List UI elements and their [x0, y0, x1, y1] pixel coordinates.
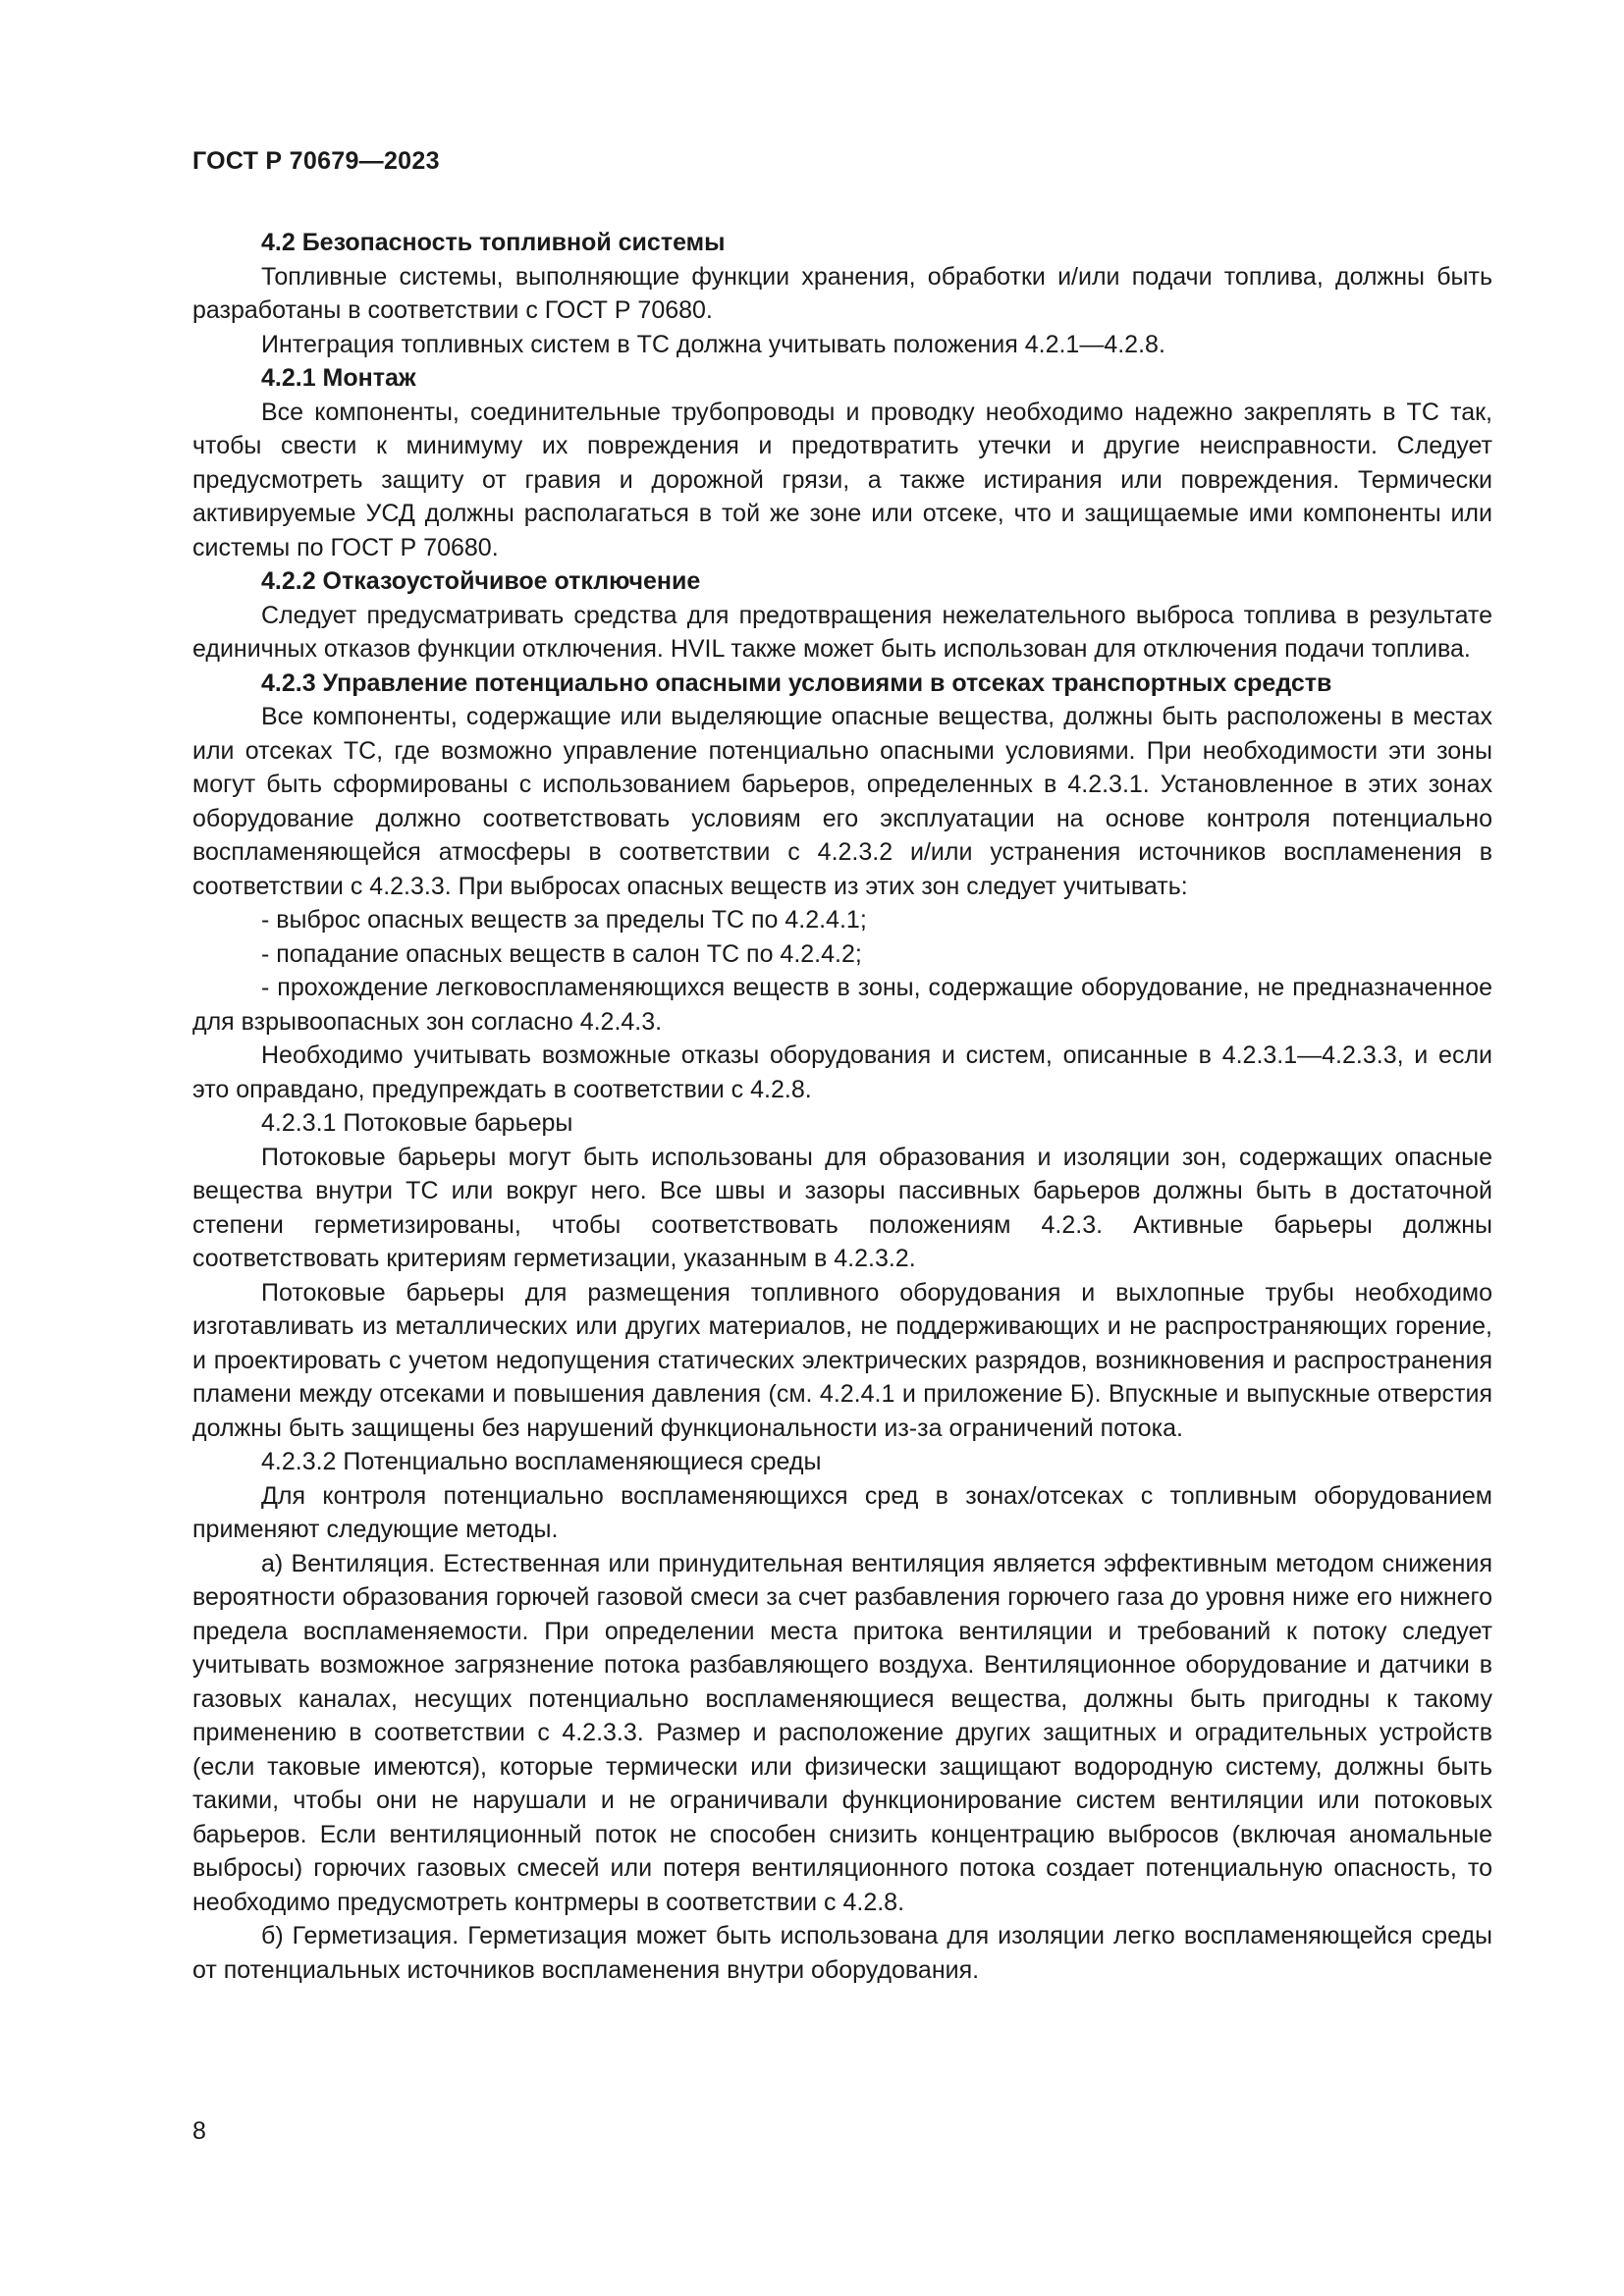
list-item: - попадание опасных веществ в салон ТС по 4.2.4.2; — [261, 939, 862, 968]
list-item: а) Вентиляция. Естественная или принудительная вентиляция является эффективным методом снижения вероятности образования горючей газовой смеси за счет разбавления горючего газа до уровня ниже его нижнего предела воспламеняемости. При определении места притока вентиляции и требований к потоку следует учитывать возможное загрязнение потока разбавляющего воздуха. Вентиляционное оборудование и датчики в газовых каналах, несущих потенциально воспламеняющиеся вещества, должны быть пригодны к такому применению в соответствии с 4.2.3.3. Размер и расположение других защитных и оградительных устройств (если таковые имеются), которые термически или физически защищают водородную систему, должны быть такими, чтобы они не нарушали и не ограничивали функционирование систем вентиляции или потоковых барьеров. Если вентиляционный поток не способен снизить концентрацию выбросов (включая аномальные выбросы) горючих газовых смесей или потеря вентиляционного потока создает потенциальную опасность, то необходимо предусмотреть контрмеры в соответствии с 4.2.8. — [192, 1549, 1492, 1916]
subsection-heading: 4.2.2 Отказоустойчивое отключение — [261, 567, 701, 595]
page-number: 8 — [192, 2117, 206, 2145]
list-item: б) Герметизация. Герметизация может быть использована для изоляции легко воспламеняющейся среды от потенциальных источников воспламенения внутри оборудования. — [192, 1922, 1492, 1984]
paragraph: Следует предусматривать средства для предотвращения нежелательного выброса топлива в результате единичных отказов функции отключения. HVIL также может быть использован для отключения подачи топлива. — [192, 601, 1492, 663]
document-number: ГОСТ Р 70679—2023 — [192, 147, 440, 175]
paragraph: Потоковые барьеры могут быть использованы для образования и изоляции зон, содержащих опасные вещества внутри ТС или вокруг него. Все швы и зазоры пассивных барьеров должны быть в достаточной степени герметизированы, чтобы соответствовать положениям 4.2.3. Активные барьеры должны соответствовать критериям герметизации, указанным в 4.2.3.2. — [192, 1143, 1492, 1272]
paragraph: Потоковые барьеры для размещения топливного оборудования и выхлопные трубы необходимо изготавливать из металлических или других материалов, не поддерживающих и не распространяющих горение, и проектировать с учетом недопущения статических электрических разрядов, возникновения и распространения пламени между отсеками и повышения давления (см. 4.2.4.1 и приложение Б). Впускные и выпускные отверстия должны быть защищены без нарушений функциональности из-за ограничений потока. — [192, 1278, 1492, 1442]
subsection-heading: 4.2.3 Управление потенциально опасными условиями в отсеках транспортных средств — [261, 668, 1332, 697]
subsection-heading: 4.2.1 Монтаж — [261, 364, 416, 392]
paragraph: Все компоненты, содержащие или выделяющие опасные вещества, должны быть расположены в местах или отсеках ТС, где возможно управление потенциально опасными условиями. При необходимости эти зоны могут быть сформированы с использованием барьеров, определенных в 4.2.3.1. Установленное в этих зонах оборудование должно соответствовать условиям его эксплуатации на основе контроля потенциально воспламеняющейся атмосферы в соответствии с 4.2.3.2 и/или устранения источников воспламенения в соответствии с 4.2.3.3. При выбросах опасных веществ из этих зон следует учитывать: — [192, 703, 1492, 900]
paragraph: Необходимо учитывать возможные отказы оборудования и систем, описанные в 4.2.3.1—4.2.3.3, и если это оправдано, предупреждать в соответствии с 4.2.8. — [192, 1041, 1492, 1103]
document-body — [192, 226, 1492, 1987]
clause-heading: 4.2.3.1 Потоковые барьеры — [261, 1109, 573, 1137]
section-heading: 4.2 Безопасность топливной системы — [261, 229, 726, 256]
paragraph: Интеграция топливных систем в ТС должна учитывать положения 4.2.1—4.2.8. — [261, 330, 1165, 358]
paragraph: Все компоненты, соединительные трубопроводы и проводку необходимо надежно закреплять в ТС так, чтобы свести к минимуму их повреждения и предотвратить утечки и другие неисправности. Следует предусмотреть защиту от гравия и дорожной грязи, а также истирания или повреждения. Термически активируемые УСД должны располагаться в той же зоне или отсеке, что и защищаемые ими компоненты или системы по ГОСТ Р 70680. — [192, 398, 1492, 561]
list-item: - выброс опасных веществ за пределы ТС по 4.2.4.1; — [261, 906, 867, 934]
clause-heading: 4.2.3.2 Потенциально воспламеняющиеся среды — [261, 1448, 822, 1475]
paragraph: Для контроля потенциально воспламеняющихся сред в зонах/отсеках с топливным оборудованием применяют следующие методы. — [192, 1481, 1492, 1543]
paragraph: Топливные системы, выполняющие функции хранения, обработки и/или подачи топлива, должны быть разработаны в соответствии с ГОСТ Р 70680. — [192, 262, 1492, 324]
list-item: - прохождение легковоспламеняющихся веществ в зоны, содержащие оборудование, не предназначенное для взрывоопасных зон согласно 4.2.4.3. — [192, 974, 1492, 1036]
